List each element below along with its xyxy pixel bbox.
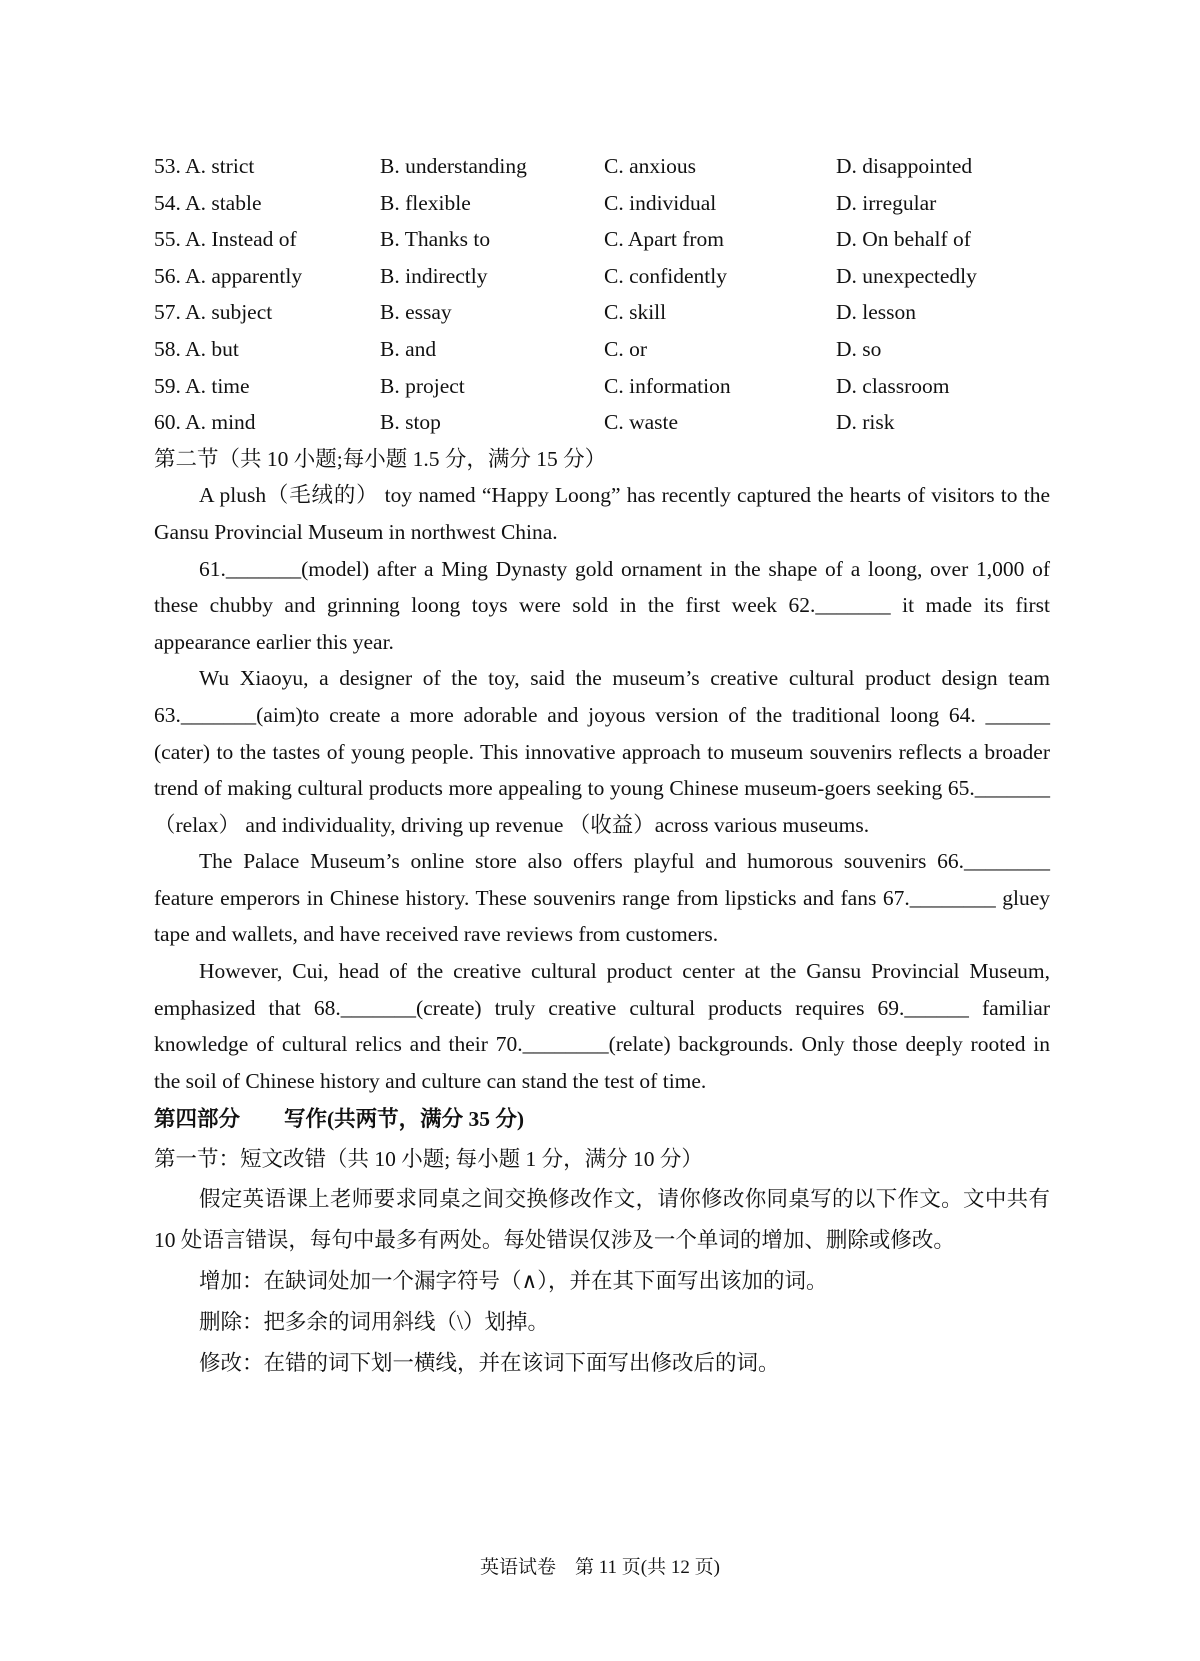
option-item: 56. A. apparently [154, 263, 303, 288]
option-row [154, 404, 1050, 441]
option-item: D. classroom [836, 373, 950, 398]
option-row [154, 258, 1050, 295]
option-item: C. information [604, 373, 731, 398]
section2-heading: 第二节（共 10 小题;每小题 1.5 分，满分 15 分） [154, 446, 607, 471]
option-item: B. and [380, 336, 437, 361]
option-item: 53. A. strict [154, 154, 255, 178]
rule-add: 增加：在缺词处加一个漏字符号（∧），并在其下面写出该加的词。 [199, 1269, 828, 1294]
option-item: C. anxious [604, 154, 696, 178]
option-row [154, 221, 1050, 258]
option-item: D. unexpectedly [836, 263, 977, 288]
rule-modify: 修改：在错的词下划一横线，并在该词下面写出修改后的词。 [199, 1351, 780, 1376]
option-item: B. project [380, 373, 465, 398]
option-item: D. lesson [836, 300, 917, 325]
option-item: C. confidently [604, 263, 728, 288]
option-item: B. stop [380, 410, 441, 435]
option-row [154, 294, 1050, 331]
option-item: 59. A. time [154, 373, 250, 398]
option-item: D. irregular [836, 190, 937, 215]
passage-paragraph-3: Wu Xiaoyu, a designer of the toy, said the museum’s creative cultural product design team 63._______(aim)to create a more adorable and joyous version of the traditional loong 64. ______ (cater) to the tastes of young people. This innovative approach to museum souvenirs reflects a broader trend of making cultural products more appealing to young Chinese museum-goers seeking 65._______ （relax） and individuality, driving up revenue （收益）across various museums. [154, 666, 1050, 837]
option-item: D. so [836, 336, 882, 361]
page-footer: 英语试卷 第 11 页(共 12 页) [480, 1557, 720, 1578]
page-content [154, 148, 1050, 1384]
option-item: B. indirectly [380, 263, 488, 288]
option-item: D. On behalf of [836, 227, 971, 252]
part4-heading [154, 1099, 1050, 1139]
option-item: 57. A. subject [154, 300, 273, 325]
option-row [154, 368, 1050, 405]
option-item: 54. A. stable [154, 190, 262, 215]
option-row [154, 148, 1050, 185]
option-item: B. essay [380, 300, 452, 325]
option-row [154, 331, 1050, 368]
option-item: C. waste [604, 410, 679, 435]
rule-delete: 删除：把多余的词用斜线（\）划掉。 [199, 1310, 549, 1335]
option-item: C. or [604, 336, 647, 361]
option-item: D. risk [836, 410, 895, 435]
correction-section-heading: 第一节：短文改错（共 10 小题; 每小题 1 分，满分 10 分） [154, 1147, 703, 1172]
option-item: D. disappointed [836, 154, 973, 178]
passage-paragraph-1: A plush（毛绒的） toy named “Happy Loong” has recently captured the hearts of visitors to the Gansu Provincial Museum in northwest China. [154, 483, 1050, 544]
option-item: C. Apart from [604, 227, 725, 252]
option-item: 60. A. mind [154, 410, 256, 435]
part4-heading-title: 写作(共两节，满分 35 分) [284, 1107, 525, 1132]
option-item: B. understanding [380, 154, 527, 178]
option-item: 55. A. Instead of [154, 227, 297, 252]
option-item: C. skill [604, 300, 667, 325]
passage-paragraph-5: However, Cui, head of the creative cultural product center at the Gansu Provincial Museum, emphasized that 68._______(create) truly creative cultural products requires 69.______ familiar knowledge of cultural relics and their 70.________(relate) backgrounds. Only those deeply rooted in the soil of Chinese history and culture can stand the test of time. [154, 959, 1050, 1093]
options-grid [154, 148, 1050, 441]
passage-paragraph-2: 61._______(model) after a Ming Dynasty gold ornament in the shape of a loong, over 1,000 of these chubby and grinning loong toys were sold in the first week 62._______ it made its first appearance earlier this year. [154, 556, 1050, 654]
correction-instruction: 假定英语课上老师要求同桌之间交换修改作文，请你修改你同桌写的以下作文。文中共有 10 处语言错误，每句中最多有两处。每处错误仅涉及一个单词的增加、删除或修改。 [154, 1187, 1050, 1253]
part4-heading-label: 第四部分 [154, 1107, 241, 1132]
option-item: B. Thanks to [380, 227, 491, 252]
option-item: C. individual [604, 190, 717, 215]
option-row [154, 185, 1050, 222]
passage-paragraph-4: The Palace Museum’s online store also offers playful and humorous souvenirs 66.________ feature emperors in Chinese history. These souvenirs range from lipsticks and fans 67.________ gluey tape and wallets, and have received rave reviews from customers. [154, 849, 1050, 947]
option-item: 58. A. but [154, 336, 239, 361]
option-item: B. flexible [380, 190, 471, 215]
